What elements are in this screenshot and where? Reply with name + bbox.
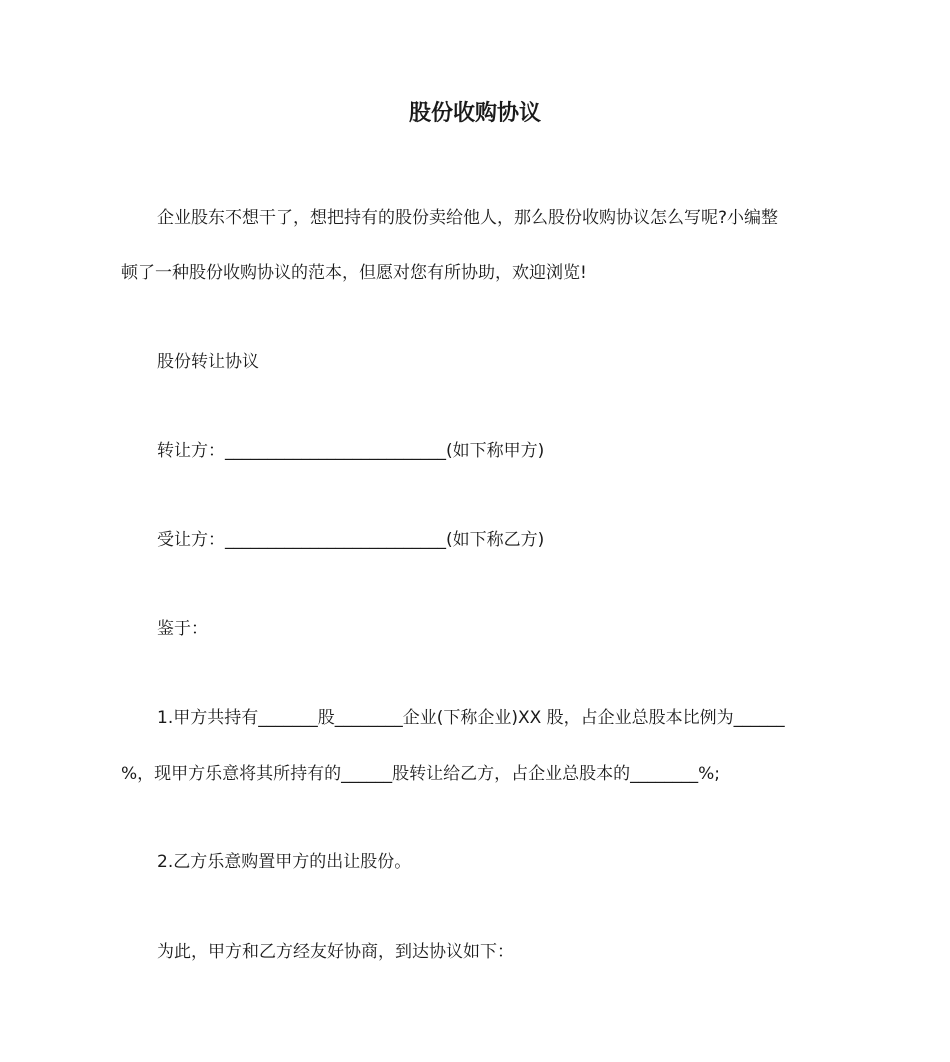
transferor-line: 转让方：__________________________(如下称甲方): [157, 441, 545, 461]
document-title: 股份收购协议: [408, 101, 541, 126]
whereas-label: 鉴于：: [157, 619, 208, 639]
clause-1-line-1: 1.甲方共持有_______股________企业(下称企业)XX 股，占企业总股本比例为______: [157, 708, 785, 728]
clause-1-line-2: %，现甲方乐意将其所持有的______股转让给乙方，占企业总股本的________%;: [121, 764, 721, 784]
intro-paragraph-line-2: 顿了一种股份收购协议的范本，但愿对您有所协助，欢迎浏览!: [121, 263, 587, 283]
agreement-heading: 股份转让协议: [157, 352, 259, 372]
transferee-line: 受让方：__________________________(如下称乙方): [157, 530, 545, 550]
clause-2: 2.乙方乐意购置甲方的出让股份。: [157, 852, 412, 872]
intro-paragraph-line-1: 企业股东不想干了，想把持有的股份卖给他人，那么股份收购协议怎么写呢?小编整: [157, 208, 779, 228]
agreement-intro: 为此，甲方和乙方经友好协商，到达协议如下：: [157, 942, 514, 962]
